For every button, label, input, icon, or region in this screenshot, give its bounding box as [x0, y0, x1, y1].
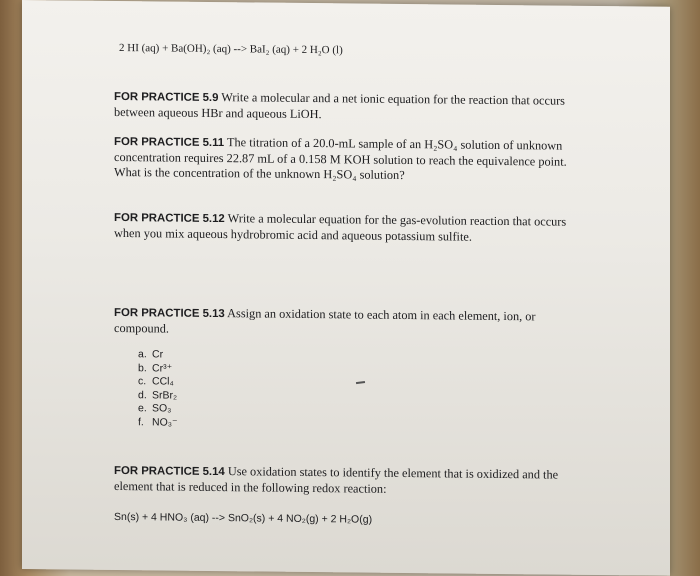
item-letter: b. — [138, 361, 147, 374]
list-item — [138, 348, 178, 362]
item-formula: Cr³⁺ — [152, 361, 173, 375]
practice-5-14 — [114, 463, 584, 499]
practice-heading: FOR PRACTICE 5.13 — [114, 306, 225, 321]
item-formula: SrBr₂ — [152, 389, 178, 402]
practice-5-11 — [114, 134, 584, 185]
list-item — [138, 389, 178, 403]
item-formula: NO₃⁻ — [152, 416, 178, 429]
practice-heading: FOR PRACTICE 5.14 — [114, 464, 225, 479]
equation-bottom: Sn(s) + 4 HNO₃ (aq) --> SnO₂(s) + 4 NO₂(g) + 2 H₂O(g) — [114, 510, 373, 526]
item-formula: SO₃ — [152, 402, 172, 415]
practice-5-9 — [114, 89, 584, 125]
practice-heading: FOR PRACTICE 5.12 — [114, 211, 225, 226]
practice-heading: FOR PRACTICE 5.9 — [114, 90, 219, 105]
list-item — [138, 375, 178, 389]
pencil-mark — [356, 381, 365, 384]
list-item — [138, 362, 178, 376]
list-item — [138, 416, 178, 430]
worksheet-page — [22, 0, 670, 576]
practice-text: Use oxidation states to identify the element that is oxidized and the element that is reduced in the following redox reaction: — [114, 464, 559, 496]
equation-top: 2 HI (aq) + Ba(OH)₂ (aq) --> BaI₂ (aq) + 2 H₂O (l) — [119, 42, 343, 57]
practice-text: The titration of a 20.0-mL sample of an H₂SO₄ solution of unknown concentration requires 22.87 mL of a 0.158 M KOH solution to reach the equivalence point. What is the concentration of the unknown H₂SO₄ solution? — [114, 135, 567, 183]
oxidation-item-list — [138, 348, 178, 430]
practice-text: Write a molecular and a net ionic equation for the reaction that occurs between aqueous HBr and aqueous LiOH. — [114, 90, 565, 122]
practice-5-13 — [114, 305, 584, 341]
item-letter: d. — [138, 388, 147, 402]
item-letter: e. — [138, 402, 147, 415]
item-letter: c. — [138, 375, 147, 388]
practice-5-12 — [114, 210, 584, 246]
item-formula: CCl₄ — [152, 375, 174, 388]
practice-heading: FOR PRACTICE 5.11 — [114, 135, 225, 150]
list-item — [138, 403, 178, 417]
practice-text: Write a molecular equation for the gas-evolution reaction that occurs when you mix aqueous hydrobromic acid and aqueous potassium sulfite. — [114, 211, 567, 244]
practice-text: Assign an oxidation state to each atom in each element, ion, or compound. — [114, 306, 536, 336]
item-letter: a. — [138, 348, 147, 361]
item-letter: f. — [138, 416, 144, 429]
item-formula: Cr — [152, 348, 164, 361]
